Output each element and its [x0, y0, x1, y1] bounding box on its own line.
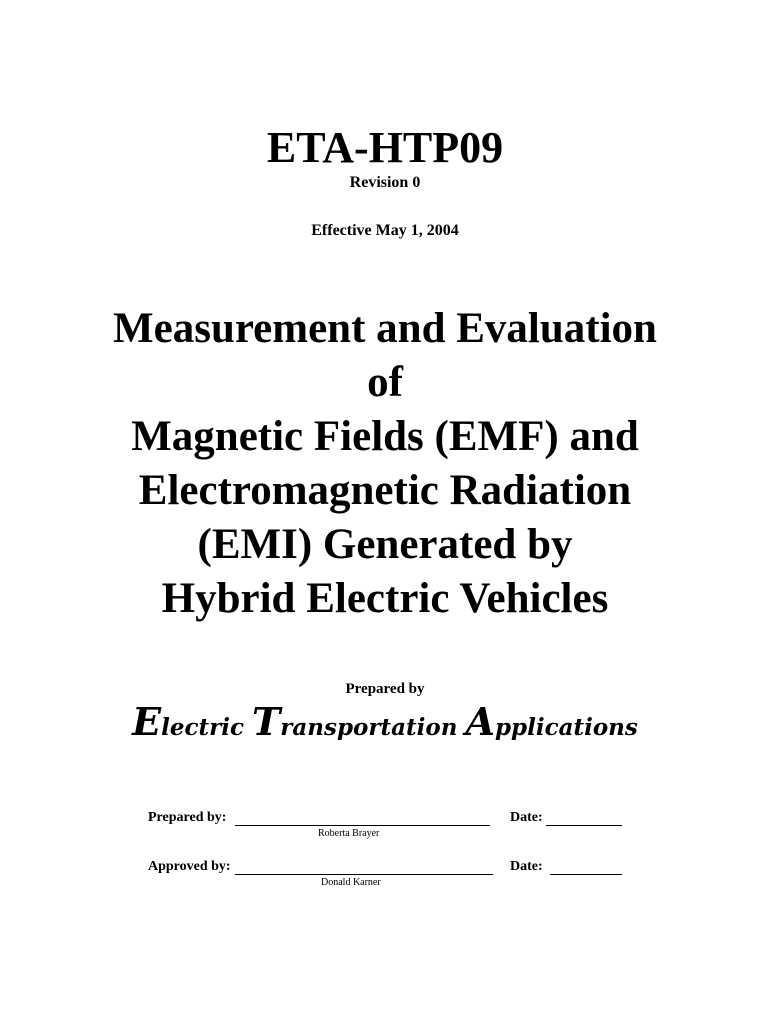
approved-date-label: Date:	[510, 859, 543, 874]
prepared-by-heading: Prepared by	[345, 681, 425, 697]
title-line: Hybrid Electric Vehicles	[161, 575, 609, 622]
company-word: pplications	[494, 714, 638, 741]
approver-name: Donald Karner	[321, 877, 381, 888]
company-initial: T	[251, 699, 281, 744]
prepared-date-label: Date:	[510, 810, 543, 825]
approved-date-line	[550, 874, 622, 875]
prepared-date-line	[546, 825, 622, 826]
effective-date: Effective May 1, 2004	[311, 222, 459, 239]
title-line: Magnetic Fields (EMF) and	[131, 413, 639, 460]
company-initial: A	[465, 699, 495, 744]
title-line: of	[367, 359, 403, 406]
prepared-by-label: Prepared by:	[148, 810, 227, 825]
prepared-by-signature-row	[148, 809, 628, 839]
revision-label: Revision 0	[349, 174, 421, 191]
title-line: Measurement and Evaluation	[113, 305, 657, 352]
document-title	[0, 302, 770, 626]
company-name	[0, 700, 770, 750]
company-word: ransportation	[280, 714, 466, 741]
prepared-by-signature-line	[235, 825, 490, 826]
approved-by-signature-row	[148, 858, 628, 888]
approved-by-signature-line	[235, 874, 493, 875]
document-id: ETA-HTP09	[266, 123, 504, 172]
company-word: lectric	[161, 714, 252, 741]
approved-by-label: Approved by:	[148, 859, 231, 874]
preparer-name: Roberta Brayer	[318, 828, 380, 839]
company-initial: E	[132, 699, 162, 744]
title-line: Electromagnetic Radiation	[138, 467, 632, 514]
title-line: (EMI) Generated by	[197, 521, 573, 568]
